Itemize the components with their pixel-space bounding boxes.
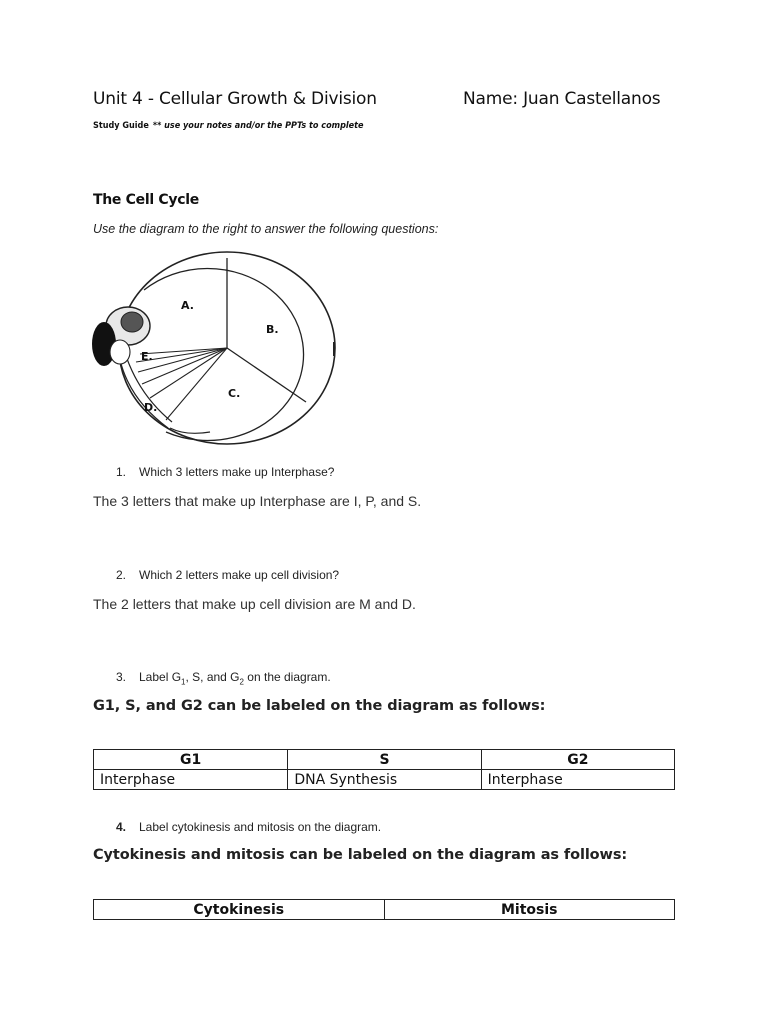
label-a: A.: [181, 299, 194, 312]
student-name: Name: Juan Castellanos: [463, 89, 661, 109]
question-4-text: Label cytokinesis and mitosis on the diagram.: [139, 820, 382, 834]
study-guide-label: Study Guide: [93, 121, 149, 131]
table-header-cell: Mitosis: [384, 900, 674, 920]
table-cell: DNA Synthesis: [288, 770, 481, 790]
label-d: D.: [144, 401, 158, 414]
question-2: [116, 568, 339, 582]
division-table: [93, 899, 675, 920]
cell-cycle-diagram: [88, 246, 350, 452]
question-3: 3. Label $G_1$, S, and $G_2$ on the diagram.: [116, 670, 331, 687]
table-header-cell: Cytokinesis: [94, 900, 385, 920]
phase-table: [93, 749, 675, 790]
answer-3: G1, S, and G2 can be labeled on the diagram as follows:: [93, 698, 546, 714]
table-header-cell: S: [288, 750, 481, 770]
question-4-number: 4.: [116, 820, 127, 834]
question-4: [116, 820, 381, 834]
document-title: Unit 4 - Cellular Growth & Division: [93, 89, 377, 109]
table-header-row: [94, 750, 675, 770]
table-header-row: [94, 900, 675, 920]
table-cell: Interphase: [481, 770, 674, 790]
question-2-number: 2.: [116, 568, 127, 582]
question-1-text: Which 3 letters make up Interphase?: [139, 465, 335, 479]
answer-1: The 3 letters that make up Interphase are I, P, and S.: [93, 493, 422, 509]
table-header-cell: G2: [481, 750, 674, 770]
table-row: [94, 770, 675, 790]
label-e: E.: [141, 350, 153, 363]
answer-2: The 2 letters that make up cell division are M and D.: [93, 596, 416, 612]
question-3-number: 3.: [116, 670, 127, 684]
instruction-text: Use the diagram to the right to answer the following questions:: [93, 222, 439, 236]
table-cell: Interphase: [94, 770, 288, 790]
table-header-cell: G1: [94, 750, 288, 770]
study-guide-line: [93, 121, 364, 131]
question-2-text: Which 2 letters make up cell division?: [139, 568, 340, 582]
study-guide-note: ** use your notes and/or the PPTs to complete: [152, 121, 364, 131]
label-b: B.: [266, 323, 279, 336]
answer-4: Cytokinesis and mitosis can be labeled on the diagram as follows:: [93, 847, 628, 863]
section-heading: The Cell Cycle: [93, 192, 199, 208]
question-1: [116, 465, 334, 479]
question-1-number: 1.: [116, 465, 127, 479]
label-c: C.: [228, 387, 241, 400]
